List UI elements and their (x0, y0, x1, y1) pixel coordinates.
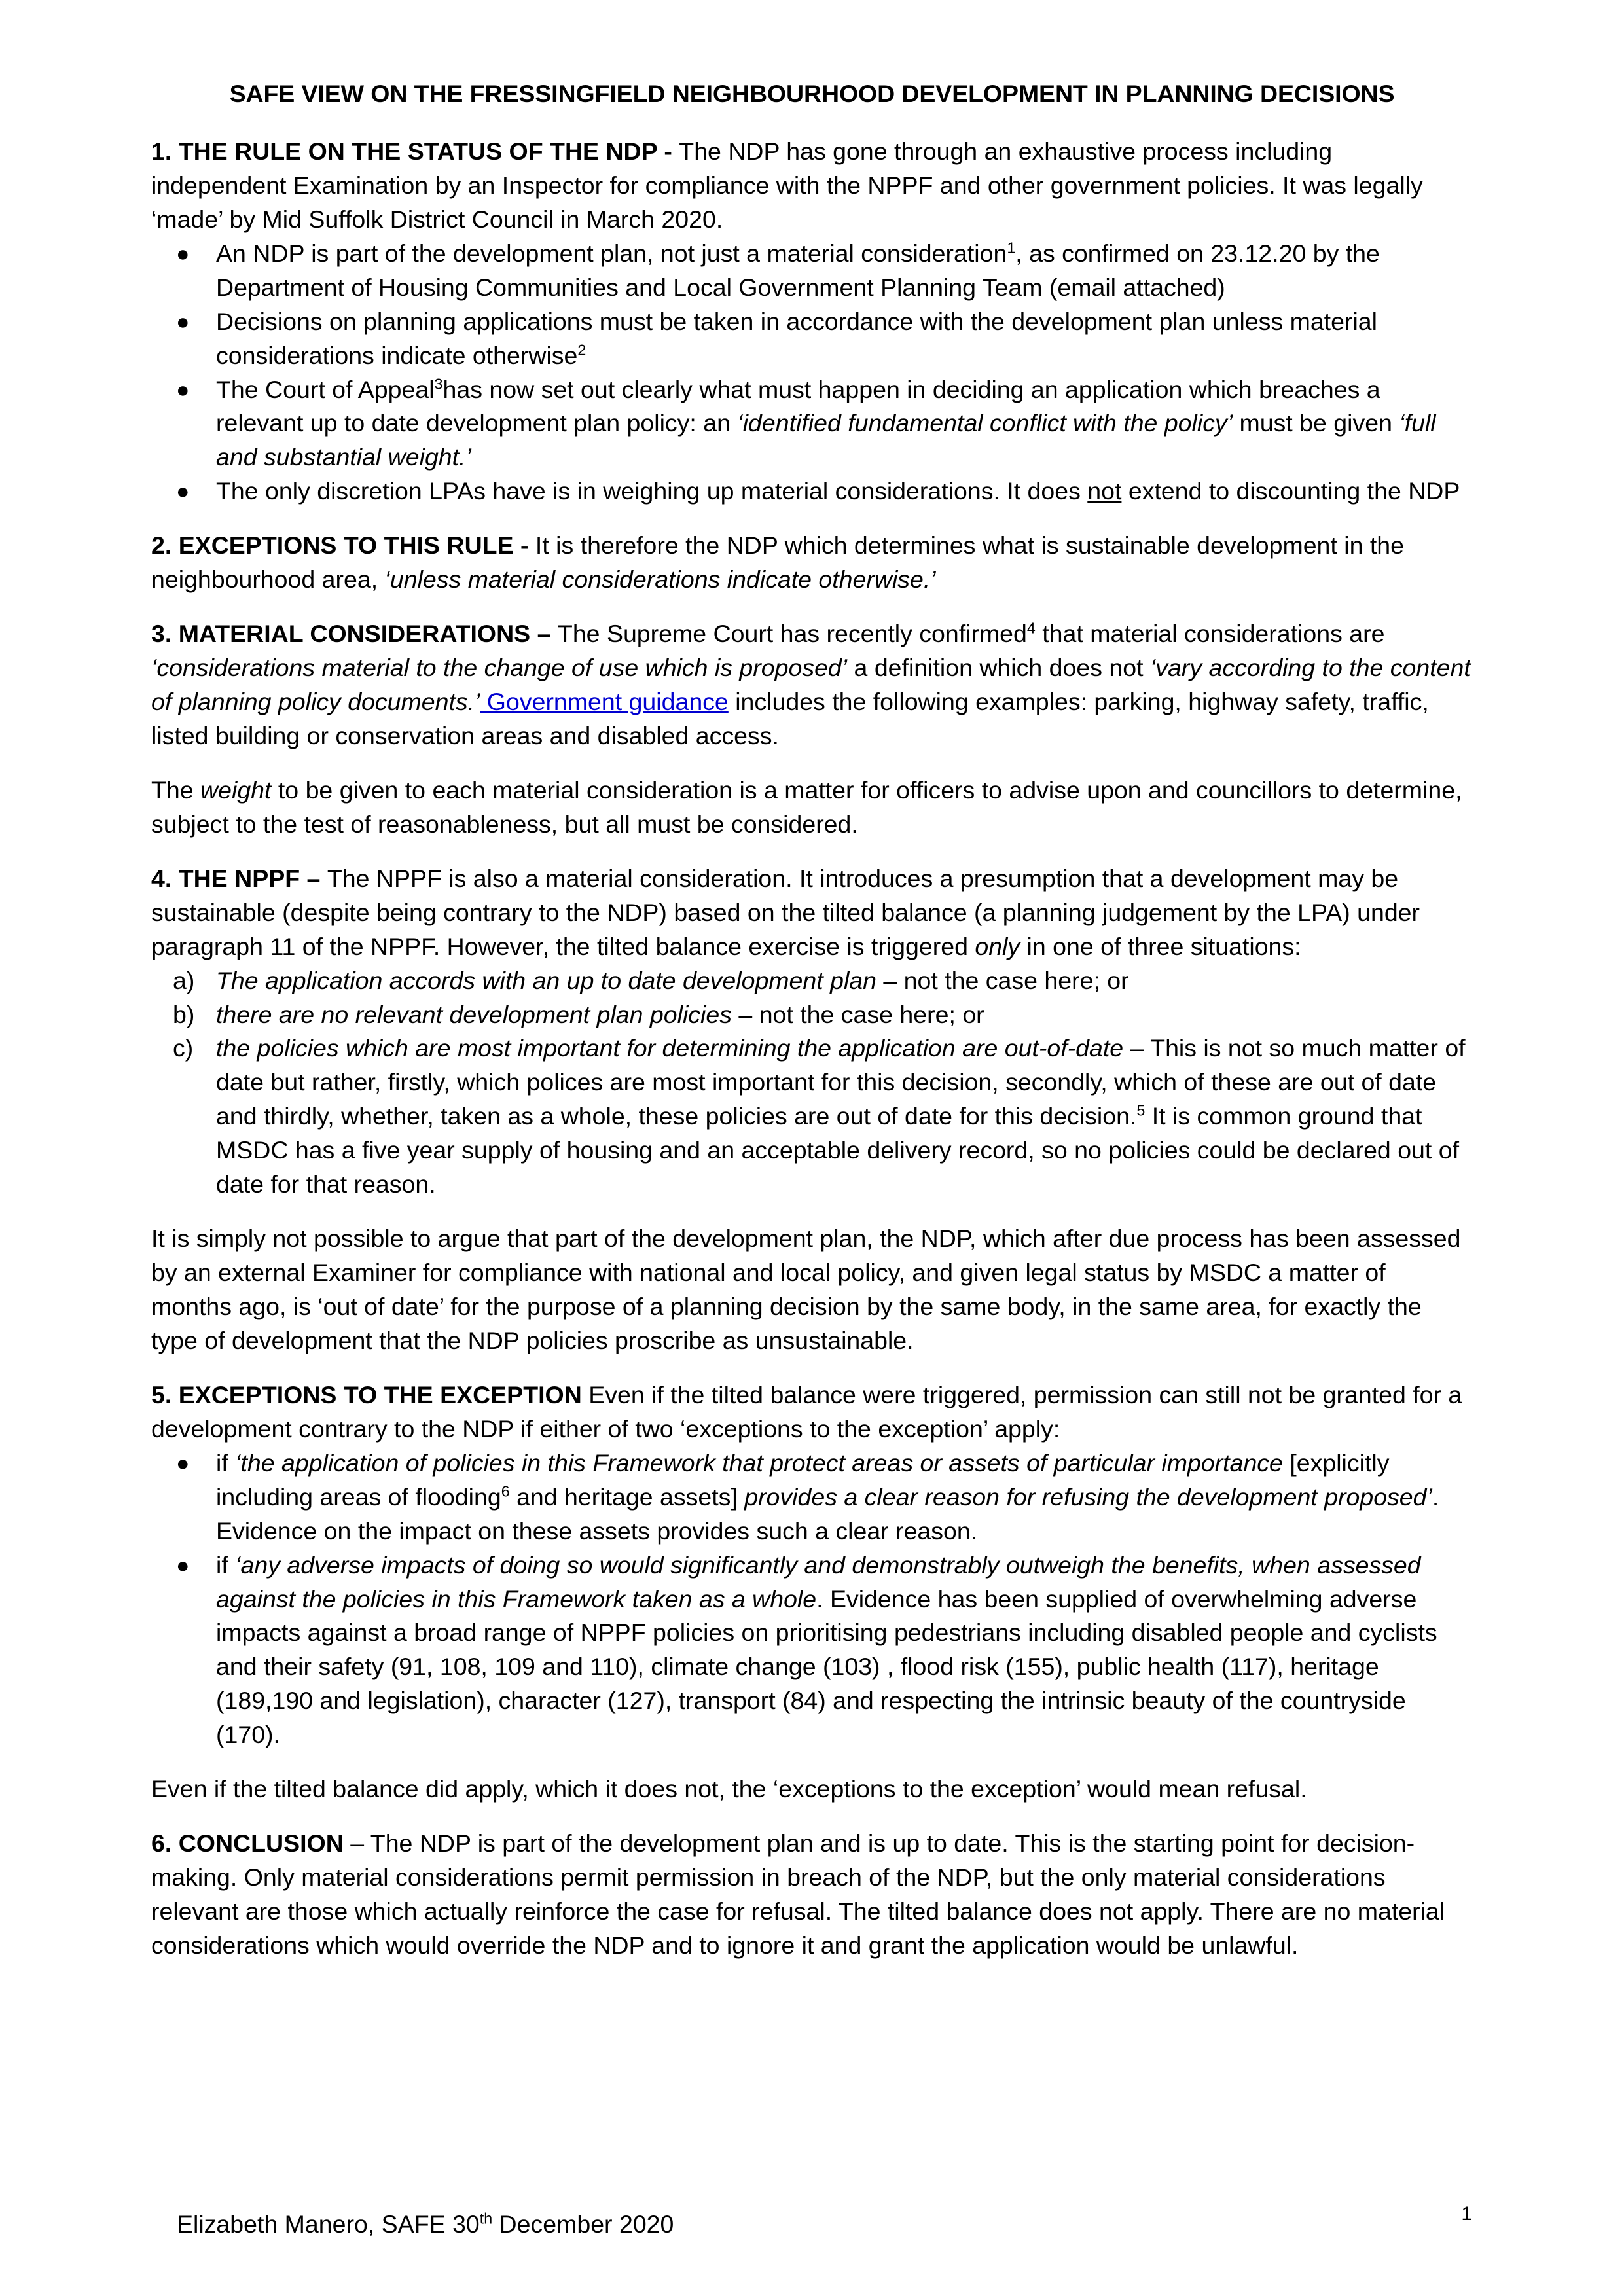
footnote-ref-1: 1 (1007, 239, 1016, 257)
document-footer (177, 2210, 674, 2238)
bullet-icon: ● (176, 377, 190, 403)
section-3-body-1: The Supreme Court has recently confirmed (557, 620, 1027, 648)
bullet-3-quote-1: ‘identified fundamental conflict with the policy’ (737, 409, 1233, 437)
bullet-3-text-part3: must be given (1233, 409, 1399, 437)
list-item (151, 998, 1473, 1032)
bullet-icon: ● (176, 479, 190, 505)
document-body (151, 77, 1473, 1963)
page-title: SAFE VIEW ON THE FRESSINGFIELD NEIGHBOURHOOD DEVELOPMENT IN PLANNING DECISIONS (229, 80, 1395, 107)
footer-ordinal-suffix: th (479, 2210, 493, 2227)
section-5-bullet-list (151, 1446, 1473, 1752)
s5-bullet-2-lead: if (216, 1551, 236, 1579)
section-3-paragraph (151, 617, 1473, 753)
item-b-rest: – not the case here; or (732, 1000, 984, 1028)
s5-bullet-2-rest: . Evidence has been supplied of overwhelming adverse impacts against a broad range of NPPF policies on prioritising pedestrians including disabled people and cyclists and their safety (91, 108, 109 and 110), climate change (103) , flood risk (155), public health (117), heritage (189,190 and legislation), character (127), transport (84) and respecting the intrinsic beauty of the countryside (170). (216, 1585, 1437, 1749)
item-c-rest-2: It is common ground that MSDC has a five year supply of housing and an acceptable delivery record, so no policies could be declared out of date for that reason. (216, 1102, 1460, 1198)
section-6-body: – The NDP is part of the development plan and is up to date. This is the starting point for decision-making. Only material considerations permit permission in breach of the NDP, but the only material considerations relevant are those which actually reinforce the case for refusal. The tilted balance does not apply. There are no material considerations which would override the NDP and to ignore it and grant the application would be unlawful. (151, 1829, 1445, 1959)
section-6-heading: 6. CONCLUSION (151, 1829, 351, 1857)
bullet-1-text-part2: , as confirmed on 23.12.20 by the Department of Housing Communities and Local Government Planning Team (email attached) (216, 239, 1380, 301)
section-3-weight-paragraph (151, 774, 1473, 842)
section-1-heading: 1. THE RULE ON THE STATUS OF THE NDP - (151, 137, 679, 165)
s5-bullet-2-quote: ‘any adverse impacts of doing so would significantly and demonstrably outweigh the benefits, when assessed against the policies in this Framework taken as a whole (216, 1551, 1421, 1613)
list-marker-b: b) (173, 1000, 195, 1028)
bullet-3-text-part2: has now set out clearly what must happen in deciding an application which breaches a relevant up to date development plan policy: an (216, 375, 1380, 437)
s5-bullet-1-rest: . Evidence on the impact on these assets provides such a clear reason. (216, 1482, 1439, 1545)
item-c-italic: the policies which are most important for determining the application are out-of-date (216, 1034, 1124, 1062)
section-1-intro-text: The NDP has gone through an exhaustive process including independent Examination by an Inspector for compliance with the NPPF and other government policies. It was legally ‘made’ by Mid Suffolk District Council in March 2020. (151, 137, 1423, 233)
government-guidance-link[interactable]: Government guidance (480, 688, 729, 715)
section-3-body-3: a definition which does not (847, 654, 1150, 682)
list-item (151, 373, 1473, 475)
section-4-heading: 4. THE NPPF – (151, 864, 327, 892)
bullet-icon: ● (176, 1552, 190, 1578)
section-4-lettered-list (151, 964, 1473, 1202)
list-item (151, 237, 1473, 305)
list-marker-a: a) (173, 966, 195, 994)
s5-bullet-1-mid-2: and heritage assets] (509, 1482, 745, 1511)
footnote-ref-4: 4 (1026, 619, 1036, 637)
footnote-ref-5: 5 (1136, 1102, 1146, 1119)
footer-author: Elizabeth Manero, SAFE 30 (177, 2210, 480, 2238)
bullet-icon: ● (176, 1450, 190, 1476)
list-item (151, 1031, 1473, 1202)
footnote-ref-6: 6 (501, 1482, 510, 1500)
s5-bullet-1-lead: if (216, 1448, 236, 1477)
section-3-weight-emphasis: weight (200, 776, 272, 804)
list-marker-c: c) (173, 1034, 194, 1062)
s5-bullet-1-quote-2: provides a clear reason for refusing the development proposed’ (744, 1482, 1432, 1511)
section-4-paragraph (151, 862, 1473, 964)
bullet-2-text-part1: Decisions on planning applications must be taken in accordance with the development plan unless material considerations indicate otherwise (216, 307, 1377, 369)
section-3-body-2: that material considerations are (1035, 620, 1385, 648)
section-4-emphasis-only: only (975, 932, 1020, 960)
bullet-1-text-part1: An NDP is part of the development plan, not just a material consideration (216, 239, 1007, 267)
section-6-paragraph (151, 1827, 1473, 1963)
section-1-intro-paragraph (151, 135, 1473, 237)
section-2-paragraph (151, 529, 1473, 597)
section-2-quote: ‘unless material considerations indicate otherwise.’ (384, 565, 936, 594)
bullet-3-text-part1: The Court of Appeal (216, 375, 435, 403)
section-4-body-2: in one of three situations: (1020, 932, 1301, 960)
section-4-closing-paragraph: It is simply not possible to argue that part of the development plan, the NDP, which after due process has been assessed by an external Examiner for compliance with national and local policy, and given legal status by MSDC a matter of months ago, is ‘out of date’ for the purpose of a planning decision by the same body, in the same area, for exactly the type of development that the NDP policies proscribe as unsustainable. (151, 1225, 1461, 1354)
section-3-quote-2: ‘vary according to the content of planning policy documents.’ (151, 654, 1471, 715)
item-a-italic: The application accords with an up to date development plan (216, 966, 876, 994)
footnote-ref-2: 2 (577, 341, 586, 359)
section-1-bullet-list (151, 237, 1473, 509)
bullet-3-quote-2: ‘full and substantial weight.’ (216, 409, 1436, 471)
section-3-quote-1: ‘considerations material to the change of use which is proposed’ (151, 654, 848, 682)
bullet-icon: ● (176, 309, 190, 334)
section-2-heading: 2. EXCEPTIONS TO THIS RULE - (151, 531, 535, 560)
section-3-heading: 3. MATERIAL CONSIDERATIONS – (151, 620, 558, 648)
list-item (151, 305, 1473, 373)
section-2-body: It is therefore the NDP which determines what is sustainable development in the neighbourhood area, (151, 531, 1404, 594)
bullet-4-emphasis-not: not (1087, 477, 1122, 505)
item-b-italic: there are no relevant development plan policies (216, 1000, 732, 1028)
page-number: 1 (1461, 2203, 1472, 2225)
section-4-body-1: The NPPF is also a material consideration. It introduces a presumption that a development may be sustainable (despite being contrary to the NDP) based on the tilted balance (a planning judgement by the LPA) under paragraph 11 of the NPPF. However, the tilted balance exercise is triggered (151, 864, 1420, 960)
section-5-closing-paragraph: Even if the tilted balance did apply, which it does not, the ‘exceptions to the exception’ would mean refusal. (151, 1775, 1307, 1803)
list-item (151, 1549, 1473, 1753)
section-5-body: Even if the tilted balance were triggered, permission can still not be granted for a development contrary to the NDP if either of two ‘exceptions to the exception’ apply: (151, 1380, 1462, 1443)
bullet-4-text-part1: The only discretion LPAs have is in weighing up material considerations. It does (216, 477, 1088, 505)
footer-date: December 2020 (492, 2210, 674, 2238)
section-5-heading: 5. EXCEPTIONS TO THE EXCEPTION (151, 1380, 589, 1408)
footnote-ref-3: 3 (434, 375, 443, 392)
list-item (151, 475, 1473, 509)
section-3-body-4: includes the following examples: parking, highway safety, traffic, listed building or conservation areas and disabled access. (151, 688, 1429, 749)
section-3-weight-lead: The (151, 776, 201, 804)
section-3-weight-rest: to be given to each material consideration is a matter for officers to advise upon and councillors to determine, subject to the test of reasonableness, but all must be considered. (151, 776, 1462, 838)
list-item (151, 1446, 1473, 1549)
s5-bullet-1-mid: [explicitly including areas of flooding (216, 1448, 1390, 1511)
bullet-4-text-part2: extend to discounting the NDP (1121, 477, 1460, 505)
item-c-rest: – This is not so much matter of date but rather, firstly, which polices are most important for this decision, secondly, which of these are out of date and thirdly, whether, taken as a whole, these policies are out of date for this decision. (216, 1034, 1466, 1130)
list-item (151, 964, 1473, 998)
section-5-paragraph (151, 1378, 1473, 1446)
item-a-rest: – not the case here; or (876, 966, 1129, 994)
bullet-icon: ● (176, 241, 190, 266)
s5-bullet-1-quote-1: ‘the application of policies in this Framework that protect areas or assets of particular importance (235, 1448, 1283, 1477)
